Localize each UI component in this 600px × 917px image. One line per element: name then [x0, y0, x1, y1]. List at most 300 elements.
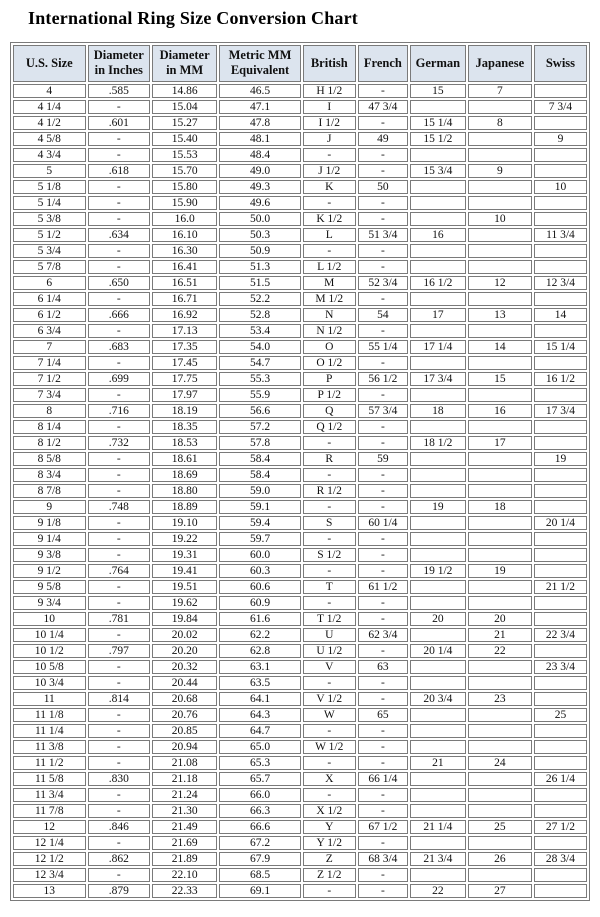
table-cell [468, 596, 532, 610]
table-cell: 21 [468, 628, 532, 642]
table-cell: 18.53 [152, 436, 217, 450]
table-row [13, 132, 587, 146]
table-cell: - [88, 756, 150, 770]
table-cell: 12 3/4 [13, 868, 86, 882]
table-cell: Z 1/2 [303, 868, 356, 882]
table-cell: - [358, 596, 408, 610]
table-cell: - [88, 244, 150, 258]
table-cell: 58.4 [219, 452, 300, 466]
table-row [13, 468, 587, 482]
table-cell: 12 [13, 820, 86, 834]
table-cell: 11 [13, 692, 86, 706]
table-cell: - [88, 388, 150, 402]
table-cell: I 1/2 [303, 116, 356, 130]
table-cell: 20.76 [152, 708, 217, 722]
column-header-french: French [358, 45, 408, 82]
table-cell: 17 3/4 [534, 404, 587, 418]
table-cell [410, 212, 466, 226]
table-cell [534, 244, 587, 258]
table-cell: Q [303, 404, 356, 418]
table-cell: 15.70 [152, 164, 217, 178]
table-cell: 7 3/4 [13, 388, 86, 402]
table-cell: 8 3/4 [13, 468, 86, 482]
table-cell: 5 1/2 [13, 228, 86, 242]
table-cell: 57.2 [219, 420, 300, 434]
table-cell: 20.32 [152, 660, 217, 674]
table-cell [534, 148, 587, 162]
table-cell: N [303, 308, 356, 322]
table-cell: 19.31 [152, 548, 217, 562]
table-row [13, 836, 587, 850]
table-cell [410, 324, 466, 338]
column-header-german: German [410, 45, 466, 82]
table-cell: 58.4 [219, 468, 300, 482]
table-cell [410, 804, 466, 818]
table-row [13, 852, 587, 866]
table-header-row [13, 45, 587, 82]
table-cell: 4 3/4 [13, 148, 86, 162]
table-cell [534, 116, 587, 130]
table-cell: 20.20 [152, 644, 217, 658]
table-row [13, 276, 587, 290]
table-cell [468, 788, 532, 802]
table-row [13, 308, 587, 322]
table-cell [468, 548, 532, 562]
table-cell: 62.8 [219, 644, 300, 658]
table-cell: 12 3/4 [534, 276, 587, 290]
table-cell [534, 644, 587, 658]
table-row [13, 532, 587, 546]
table-cell [410, 724, 466, 738]
table-row [13, 548, 587, 562]
table-cell: - [358, 484, 408, 498]
table-cell: 9 5/8 [13, 580, 86, 594]
table-cell: 6 1/4 [13, 292, 86, 306]
table-cell: 9 [534, 132, 587, 146]
table-cell: .748 [88, 500, 150, 514]
table-cell: 27 1/2 [534, 820, 587, 834]
table-cell [410, 148, 466, 162]
table-cell: 59.4 [219, 516, 300, 530]
table-cell [534, 388, 587, 402]
table-cell [410, 260, 466, 274]
ring-size-conversion-table [10, 42, 590, 901]
table-row [13, 884, 587, 898]
table-cell: 4 1/4 [13, 100, 86, 114]
column-header-swiss: Swiss [534, 45, 587, 82]
table-cell: 10 1/4 [13, 628, 86, 642]
table-cell: 27 [468, 884, 532, 898]
table-cell: 11 1/8 [13, 708, 86, 722]
table-cell: 21 [410, 756, 466, 770]
table-cell [534, 356, 587, 370]
table-cell: 10 1/2 [13, 644, 86, 658]
table-cell: - [303, 148, 356, 162]
table-cell: 16 1/2 [410, 276, 466, 290]
table-cell: 18.89 [152, 500, 217, 514]
table-cell: 9 1/2 [13, 564, 86, 578]
table-row [13, 516, 587, 530]
table-cell [468, 484, 532, 498]
table-cell [534, 836, 587, 850]
table-cell: - [88, 580, 150, 594]
table-cell: M [303, 276, 356, 290]
table-cell: 26 1/4 [534, 772, 587, 786]
table-cell: - [88, 260, 150, 274]
table-cell: 62.2 [219, 628, 300, 642]
table-cell: - [358, 612, 408, 626]
table-cell: O [303, 340, 356, 354]
table-cell: 20.68 [152, 692, 217, 706]
table-cell [534, 292, 587, 306]
table-cell: - [88, 836, 150, 850]
table-cell: - [88, 196, 150, 210]
table-cell: .716 [88, 404, 150, 418]
table-cell [534, 532, 587, 546]
table-cell: 16.92 [152, 308, 217, 322]
table-cell: 25 [534, 708, 587, 722]
table-cell [410, 868, 466, 882]
table-cell: 50.9 [219, 244, 300, 258]
table-row [13, 580, 587, 594]
table-cell: 65.7 [219, 772, 300, 786]
table-cell: - [358, 244, 408, 258]
table-cell: W 1/2 [303, 740, 356, 754]
table-cell: - [88, 628, 150, 642]
table-cell: 47.8 [219, 116, 300, 130]
table-cell: 66 1/4 [358, 772, 408, 786]
table-cell: 12 1/2 [13, 852, 86, 866]
table-cell: 57.8 [219, 436, 300, 450]
table-cell: R [303, 452, 356, 466]
table-cell: 16.30 [152, 244, 217, 258]
table-cell: 21.30 [152, 804, 217, 818]
table-cell: - [358, 420, 408, 434]
page-title: International Ring Size Conversion Chart [28, 8, 359, 28]
table-cell: 65 [358, 708, 408, 722]
table-cell: 9 [13, 500, 86, 514]
table-cell: 47 3/4 [358, 100, 408, 114]
table-cell: V [303, 660, 356, 674]
table-cell: 52 3/4 [358, 276, 408, 290]
table-cell: - [303, 676, 356, 690]
table-cell [410, 388, 466, 402]
table-row [13, 804, 587, 818]
table-cell: 11 5/8 [13, 772, 86, 786]
table-cell: Y 1/2 [303, 836, 356, 850]
table-cell: - [88, 100, 150, 114]
table-row [13, 436, 587, 450]
table-row [13, 724, 587, 738]
table-cell: 12 [468, 276, 532, 290]
table-cell [410, 292, 466, 306]
table-cell: - [88, 180, 150, 194]
table-cell [468, 836, 532, 850]
table-cell: 59.1 [219, 500, 300, 514]
table-cell [534, 420, 587, 434]
table-cell: 50 [358, 180, 408, 194]
table-cell: .650 [88, 276, 150, 290]
table-row [13, 404, 587, 418]
table-cell: 20 [468, 612, 532, 626]
table-cell: 8 5/8 [13, 452, 86, 466]
table-cell: 65.3 [219, 756, 300, 770]
table-cell: 22.33 [152, 884, 217, 898]
table-cell: .797 [88, 644, 150, 658]
table-cell: - [358, 532, 408, 546]
table-cell [468, 356, 532, 370]
table-cell: 46.5 [219, 84, 300, 98]
table-cell: 25 [468, 820, 532, 834]
table-cell [468, 420, 532, 434]
table-cell [534, 564, 587, 578]
table-cell: 59 [358, 452, 408, 466]
table-cell: 16.71 [152, 292, 217, 306]
table-cell: 8 [13, 404, 86, 418]
table-cell [468, 468, 532, 482]
table-cell: 59.7 [219, 532, 300, 546]
table-row [13, 788, 587, 802]
table-cell: 56.6 [219, 404, 300, 418]
table-row [13, 756, 587, 770]
column-header-us-size: U.S. Size [13, 45, 86, 82]
table-cell: 7 [13, 340, 86, 354]
table-cell: 19.10 [152, 516, 217, 530]
table-cell: - [358, 788, 408, 802]
table-cell: 15.40 [152, 132, 217, 146]
table-cell: 10 3/4 [13, 676, 86, 690]
table-row [13, 596, 587, 610]
table-cell: 18.80 [152, 484, 217, 498]
table-cell: 15.04 [152, 100, 217, 114]
table-cell: 60 1/4 [358, 516, 408, 530]
table-cell: 49.6 [219, 196, 300, 210]
table-cell: 60.6 [219, 580, 300, 594]
table-cell: - [88, 532, 150, 546]
table-cell: - [358, 260, 408, 274]
table-cell: 66.3 [219, 804, 300, 818]
table-cell: 9 3/4 [13, 596, 86, 610]
table-cell: 53.4 [219, 324, 300, 338]
table-cell [410, 452, 466, 466]
table-cell: 19.62 [152, 596, 217, 610]
table-row [13, 340, 587, 354]
table-cell [468, 260, 532, 274]
table-cell: 67 1/2 [358, 820, 408, 834]
table-cell: 54.0 [219, 340, 300, 354]
table-cell: - [88, 212, 150, 226]
table-cell: J [303, 132, 356, 146]
table-cell: 10 [13, 612, 86, 626]
table-cell: .830 [88, 772, 150, 786]
table-cell: - [358, 868, 408, 882]
table-cell: 60.3 [219, 564, 300, 578]
table-cell: 8 [468, 116, 532, 130]
table-cell [534, 596, 587, 610]
table-cell: - [358, 436, 408, 450]
table-cell: 10 [468, 212, 532, 226]
table-cell [534, 740, 587, 754]
table-cell: 68.5 [219, 868, 300, 882]
table-cell: 59.0 [219, 484, 300, 498]
table-cell: 69.1 [219, 884, 300, 898]
table-cell: 62 3/4 [358, 628, 408, 642]
table-cell: 16.0 [152, 212, 217, 226]
table-cell: - [358, 564, 408, 578]
table-cell: 9 1/8 [13, 516, 86, 530]
table-cell: 4 5/8 [13, 132, 86, 146]
table-cell: .634 [88, 228, 150, 242]
table-cell: 18.35 [152, 420, 217, 434]
table-cell: Z [303, 852, 356, 866]
table-cell: 61 1/2 [358, 580, 408, 594]
table-cell: 15 3/4 [410, 164, 466, 178]
table-cell [534, 548, 587, 562]
table-cell [468, 180, 532, 194]
table-cell: 9 3/8 [13, 548, 86, 562]
table-cell: 64.1 [219, 692, 300, 706]
table-cell [534, 756, 587, 770]
table-cell: 20 3/4 [410, 692, 466, 706]
table-cell: 6 3/4 [13, 324, 86, 338]
table-cell: X [303, 772, 356, 786]
table-row [13, 212, 587, 226]
table-cell: - [358, 356, 408, 370]
table-cell: 18 [410, 404, 466, 418]
table-cell [468, 100, 532, 114]
table-cell [534, 164, 587, 178]
table-cell: - [358, 804, 408, 818]
table-cell: .732 [88, 436, 150, 450]
table-cell [468, 868, 532, 882]
table-cell: 14.86 [152, 84, 217, 98]
table-cell: 54 [358, 308, 408, 322]
table-cell: .683 [88, 340, 150, 354]
table-cell: 17.45 [152, 356, 217, 370]
table-cell [410, 772, 466, 786]
table-row [13, 564, 587, 578]
table-cell: 15 1/2 [410, 132, 466, 146]
table-cell: - [358, 644, 408, 658]
table-cell: 20 1/4 [410, 644, 466, 658]
table-cell: 21.49 [152, 820, 217, 834]
table-cell [468, 228, 532, 242]
table-cell: O 1/2 [303, 356, 356, 370]
table-row [13, 372, 587, 386]
table-cell [410, 628, 466, 642]
table-cell: - [358, 116, 408, 130]
table-cell: U 1/2 [303, 644, 356, 658]
table-cell [468, 244, 532, 258]
table-cell: .862 [88, 852, 150, 866]
table-row [13, 324, 587, 338]
table-row [13, 868, 587, 882]
table-cell: .666 [88, 308, 150, 322]
table-cell [410, 468, 466, 482]
table-cell [468, 580, 532, 594]
table-cell: - [358, 196, 408, 210]
table-cell: 19 1/2 [410, 564, 466, 578]
table-cell: - [88, 548, 150, 562]
table-cell: - [358, 756, 408, 770]
table-cell: 63 [358, 660, 408, 674]
table-cell: 7 3/4 [534, 100, 587, 114]
table-cell: 16 [468, 404, 532, 418]
table-cell: 5 3/8 [13, 212, 86, 226]
table-cell: 20.44 [152, 676, 217, 690]
table-cell: .585 [88, 84, 150, 98]
table-cell [534, 884, 587, 898]
table-cell: U [303, 628, 356, 642]
table-cell [468, 388, 532, 402]
table-cell: 7 1/4 [13, 356, 86, 370]
table-row [13, 484, 587, 498]
table-cell: - [303, 884, 356, 898]
table-row [13, 628, 587, 642]
table-cell [468, 772, 532, 786]
table-cell: 8 7/8 [13, 484, 86, 498]
table-cell: - [303, 436, 356, 450]
table-cell: L [303, 228, 356, 242]
table-cell: R 1/2 [303, 484, 356, 498]
table-cell: 12 1/4 [13, 836, 86, 850]
table-cell [410, 676, 466, 690]
table-cell [410, 660, 466, 674]
table-cell [410, 548, 466, 562]
table-cell: - [88, 868, 150, 882]
table-cell: T 1/2 [303, 612, 356, 626]
table-cell: 11 1/2 [13, 756, 86, 770]
table-cell: .814 [88, 692, 150, 706]
table-cell [468, 292, 532, 306]
table-cell: L 1/2 [303, 260, 356, 274]
table-cell: - [303, 468, 356, 482]
table-cell: 7 1/2 [13, 372, 86, 386]
table-cell: 55.9 [219, 388, 300, 402]
table-body [13, 84, 587, 898]
table-cell: 15 [410, 84, 466, 98]
table-cell: 21 1/4 [410, 820, 466, 834]
table-cell: 16 [410, 228, 466, 242]
table-cell: 63.1 [219, 660, 300, 674]
table-cell: 49.3 [219, 180, 300, 194]
table-cell: - [358, 164, 408, 178]
table-cell: 17.13 [152, 324, 217, 338]
table-cell: 7 [468, 84, 532, 98]
table-cell: 51 3/4 [358, 228, 408, 242]
table-cell: 49.0 [219, 164, 300, 178]
table-cell: 19.51 [152, 580, 217, 594]
table-cell: 67.2 [219, 836, 300, 850]
table-cell: X 1/2 [303, 804, 356, 818]
table-cell [534, 612, 587, 626]
table-cell: 9 1/4 [13, 532, 86, 546]
table-cell: 19 [468, 564, 532, 578]
table-row [13, 100, 587, 114]
table-row [13, 292, 587, 306]
table-cell: 16.10 [152, 228, 217, 242]
table-cell [468, 740, 532, 754]
table-cell: - [358, 500, 408, 514]
table-cell: 20 1/4 [534, 516, 587, 530]
table-cell: - [303, 788, 356, 802]
table-cell: 16.51 [152, 276, 217, 290]
table-cell: - [358, 724, 408, 738]
table-cell: 51.3 [219, 260, 300, 274]
table-cell: 15.53 [152, 148, 217, 162]
table-cell [410, 836, 466, 850]
table-cell: 52.8 [219, 308, 300, 322]
